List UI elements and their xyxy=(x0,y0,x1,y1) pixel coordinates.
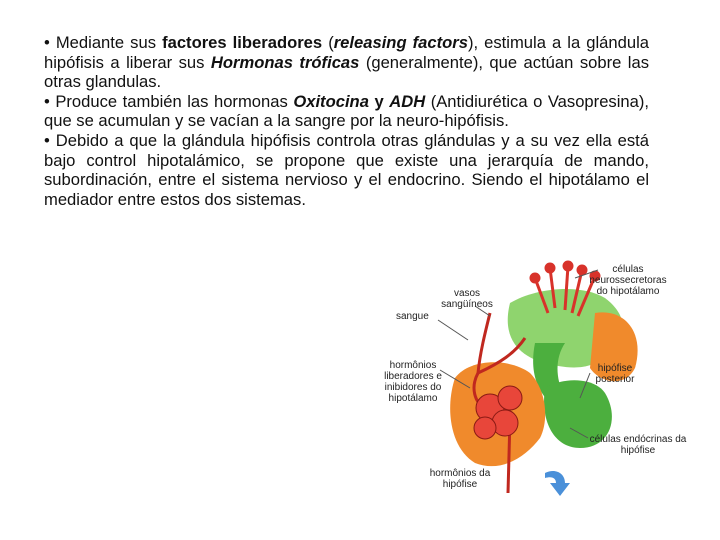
label-sangue: sangue xyxy=(396,311,429,322)
paragraph-2 xyxy=(44,92,649,131)
label-hormonios-liberadores: hormônios liberadores e inibidores do hipotálamo xyxy=(384,360,442,404)
text-run: ADH xyxy=(389,91,426,111)
text-run: (Antidiurética o Vasopresina), que se acumulan y se vacían a la sangre por la neuro-hipófisis. xyxy=(44,91,649,131)
text-run: ( xyxy=(322,33,334,52)
text-run: (generalmente), que actúan sobre las otras glandulas. xyxy=(44,52,649,92)
text-run: Debido a que la glándula hipófisis controla otras glándulas y a su vez ella está bajo control hipotalámico, se propone que existe una jerarquía de mando, subordinación, entre el sistema nervioso y el endocrino. Siendo el hipotálamo el mediador entre estos dos sistemas. xyxy=(44,130,649,209)
text-block xyxy=(44,33,649,209)
text-run: Produce también las hormonas xyxy=(49,91,294,111)
hormone-arrow-icon xyxy=(545,471,570,496)
text-run: Hormonas tróficas xyxy=(210,52,360,72)
label-hormonios-hipofise: hormônios da hipófise xyxy=(429,468,491,490)
label-vasos-sanguineos: vasos sangüíneos xyxy=(441,288,493,310)
label-hipofise-posterior: hipófise posterior xyxy=(595,363,635,385)
text-run: factores liberadores xyxy=(162,33,323,52)
paragraph-1 xyxy=(44,33,649,92)
text-run: Oxitocina xyxy=(293,91,369,111)
paragraph-3 xyxy=(44,131,649,209)
text-run: Mediante sus xyxy=(49,33,163,52)
hypothalamus-pituitary-diagram xyxy=(360,258,700,508)
bullet: • xyxy=(44,91,50,111)
bullet: • xyxy=(44,33,50,52)
label-celulas-neurossecretoras: células neurossecretoras do hipotálamo xyxy=(589,264,667,297)
bullet: • xyxy=(44,130,50,150)
text-run: releasing factors xyxy=(333,33,468,52)
label-celulas-endocrinas: células endócrinas da hipófise xyxy=(589,434,687,456)
text-run: ), estimula a la glándula hipófisis a liberar sus xyxy=(44,33,649,72)
text-run: y xyxy=(368,91,390,111)
